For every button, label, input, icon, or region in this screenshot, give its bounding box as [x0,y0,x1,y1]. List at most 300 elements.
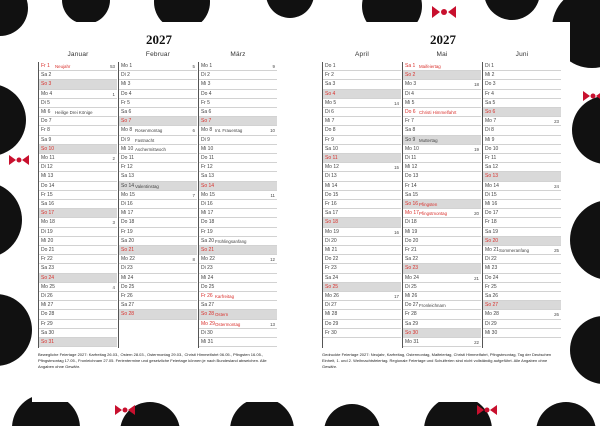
day-label: Mo 24 [405,274,419,281]
day-label: Di 16 [201,201,213,207]
day-label: So 16 [405,201,419,207]
day-label: So 23 [405,265,419,272]
day-label: Mi 24 [201,274,214,281]
week-number: 9 [272,64,275,69]
day-label: Di 19 [41,228,53,235]
day-row [403,338,481,347]
day-row [199,255,277,264]
day-label: Fr 18 [485,219,497,226]
day-row [403,191,481,200]
day-label: Fr 12 [121,164,133,171]
holiday-label: Muttertag [419,137,438,143]
day-label: Fr 5 [201,99,210,106]
day-label: Fr 25 [485,283,497,290]
day-row [483,292,561,301]
week-number: 53 [110,64,115,69]
holiday-label: Neujahr [55,64,71,69]
week-number: 18 [474,82,479,88]
day-row [483,90,561,99]
day-row [39,218,117,227]
day-label: Sa 6 [201,109,212,115]
day-label: Mo 15 [201,191,215,198]
day-row [39,163,117,172]
day-row [39,145,117,154]
day-label: Fr 19 [201,228,213,235]
day-label: Fr 12 [201,164,213,171]
week-number: 8 [192,257,195,263]
day-row [483,228,561,237]
month-column [322,62,401,348]
day-label: Sa 29 [405,320,419,327]
day-label: Di 23 [201,265,213,272]
day-label: Do 3 [485,81,496,88]
day-row [403,228,481,237]
month-column [482,62,561,348]
day-label: Sa 23 [41,265,55,272]
day-row [403,209,481,218]
day-label: So 14 [201,182,215,189]
day-row [199,320,277,329]
day-row [483,218,561,227]
day-row [199,338,277,347]
day-label: Mo 7 [485,118,497,125]
day-row [483,80,561,89]
day-row [119,292,197,301]
day-label: Fr 9 [325,136,334,143]
day-row [483,163,561,172]
day-label: Mo 19 [325,228,339,235]
day-label: Mi 3 [121,81,131,88]
day-row [483,301,561,310]
day-row [323,320,401,329]
day-row [199,292,277,301]
day-label: So 13 [485,173,499,180]
day-row [199,237,277,246]
day-row [119,182,197,191]
day-row [323,200,401,209]
day-label: Do 4 [121,90,132,97]
day-row [483,329,561,338]
day-row [403,218,481,227]
day-row [483,255,561,264]
day-label: Di 2 [201,72,210,79]
day-label: So 20 [485,237,499,244]
month-name: April [354,51,369,58]
day-row [323,191,401,200]
day-label: So 27 [485,302,499,309]
day-row [403,255,481,264]
day-row [199,274,277,283]
day-row [403,264,481,273]
year-title: 2027 [430,32,456,47]
day-label: Mi 14 [325,182,338,189]
day-row [323,80,401,89]
day-label: Sa 19 [485,228,499,235]
holiday-label: Karfreitag [215,294,235,299]
week-number: 13 [270,321,275,327]
week-number: 12 [270,257,275,263]
calendar-page-right [316,22,570,402]
day-row [119,154,197,163]
day-row [119,283,197,292]
day-row [403,136,481,145]
day-row [483,136,561,145]
day-label: Mi 10 [121,145,134,152]
holiday-label: Christi Himmelfahrt [419,110,457,115]
day-row [39,80,117,89]
day-row [39,329,117,338]
day-label: Di 18 [405,219,417,226]
day-label: Fr 16 [325,201,337,207]
day-row [323,301,401,310]
day-row [39,264,117,273]
day-label: Sa 8 [405,127,416,134]
week-number: 21 [474,275,479,281]
month-grid [38,62,278,348]
day-row [39,255,117,264]
day-row [39,274,117,283]
holiday-label: Maifeiertag [419,64,441,69]
month-headers [322,51,562,61]
month-name: Mai [436,51,448,58]
holiday-label: Rosenmontag [135,128,163,134]
day-row [199,228,277,237]
holiday-label: Heilige Drei Könige [55,110,93,115]
day-row [119,310,197,319]
day-label: Fr 26 [121,293,133,299]
day-row [119,264,197,273]
holiday-label: Pfingsten [419,202,438,207]
day-row [403,292,481,301]
day-label: Mi 19 [405,228,418,235]
day-row [199,136,277,145]
day-row [39,172,117,181]
day-row [199,246,277,255]
day-label: Di 6 [325,109,334,115]
day-label: Sa 16 [41,201,55,207]
day-row [119,80,197,89]
day-label: Fr 28 [405,311,417,318]
day-label: Do 10 [485,145,499,152]
day-row [39,301,117,310]
day-row [483,246,561,255]
day-label: Sa 2 [41,72,52,79]
day-label: Mi 26 [405,293,418,299]
day-row [403,163,481,172]
day-label: So 21 [201,247,215,253]
holiday-label: Valentinstag [135,183,159,189]
day-label: Sa 13 [201,173,215,180]
day-label: Do 7 [41,118,52,125]
day-label: Di 26 [41,293,53,299]
day-row [323,283,401,292]
day-label: Sa 12 [485,164,499,171]
day-label: Sa 22 [405,256,419,263]
day-row [39,310,117,319]
day-row [403,246,481,255]
day-label: Mo 12 [325,164,339,171]
day-row [39,228,117,237]
day-row [39,62,117,71]
holiday-label: Aschermittwoch [135,146,166,152]
day-row [199,108,277,117]
day-row [323,99,401,108]
day-row [323,62,401,71]
day-row [483,117,561,126]
day-label: Di 13 [325,173,337,180]
holiday-label: Ostern [215,312,229,318]
day-row [119,117,197,126]
day-label: Di 20 [325,237,337,244]
day-row [119,301,197,310]
day-label: Di 22 [485,256,497,263]
day-label: Do 14 [41,182,55,189]
calendar-page-left [32,22,286,402]
day-row [483,320,561,329]
day-label: Mo 21 [485,247,499,253]
month-headers [38,51,278,61]
day-label: Sa 6 [121,109,132,115]
day-row [403,62,481,71]
day-row [483,99,561,108]
day-label: Fr 4 [485,90,494,97]
day-label: Mi 2 [485,72,495,79]
day-label: Sa 9 [41,136,52,143]
day-row [199,301,277,310]
day-label: Mi 24 [121,274,134,281]
day-row [483,237,561,246]
day-label: So 9 [405,136,416,143]
day-label: So 2 [405,72,416,79]
day-row [323,172,401,181]
day-label: Di 4 [405,90,414,97]
day-label: Mo 17 [405,210,419,217]
day-label: Do 28 [41,311,55,318]
day-label: Mo 18 [41,219,55,226]
day-row [483,182,561,191]
day-row [119,209,197,218]
day-label: So 7 [121,118,132,125]
day-label: Di 16 [121,201,133,207]
day-label: Do 25 [121,283,135,290]
day-row [483,264,561,273]
day-row [323,274,401,283]
day-row [403,274,481,283]
day-row [119,136,197,145]
day-label: Mi 21 [325,247,338,253]
day-label: Mi 7 [325,118,335,125]
day-label: Mo 10 [405,145,419,152]
day-row [483,71,561,80]
day-label: Mi 27 [41,302,54,309]
day-row [199,117,277,126]
day-row [39,182,117,191]
day-label: Sa 3 [325,81,336,88]
month-name: Juni [515,51,529,58]
day-row [199,218,277,227]
day-label: Mo 11 [41,155,55,161]
day-label: So 3 [41,81,52,88]
day-row [483,154,561,163]
day-label: Mo 1 [201,63,213,69]
day-label: Fr 7 [405,118,414,125]
day-row [199,90,277,99]
day-label: Do 18 [121,219,135,226]
week-number: 25 [554,248,559,253]
day-row [403,145,481,154]
day-label: Mo 14 [485,182,499,189]
day-row [483,209,561,218]
year-title: 2027 [146,32,172,47]
day-label: Di 5 [41,99,50,106]
day-row [119,172,197,181]
day-row [199,310,277,319]
day-label: So 24 [41,274,55,281]
day-row [483,172,561,181]
day-row [403,99,481,108]
day-label: Sa 10 [325,145,339,152]
day-row [483,274,561,283]
day-label: Di 15 [485,191,497,198]
week-number: 6 [192,128,195,134]
week-number: 3 [112,220,115,226]
day-row [199,99,277,108]
day-row [403,80,481,89]
day-row [39,200,117,209]
day-row [323,228,401,237]
day-label: Sa 5 [485,99,496,106]
day-row [403,90,481,99]
day-row [323,90,401,99]
day-row [119,108,197,117]
day-row [199,154,277,163]
day-label: Do 24 [485,274,499,281]
holiday-label: Ostermontag [215,321,241,327]
day-row [403,310,481,319]
day-row [119,218,197,227]
day-row [39,338,117,347]
day-label: So 17 [41,210,55,217]
day-label: Sa 30 [41,329,55,336]
day-label: Fr 1 [41,63,50,69]
day-label: Do 17 [485,210,499,217]
day-row [323,182,401,191]
day-row [39,246,117,255]
day-label: Di 27 [325,302,337,309]
day-label: So 4 [325,90,336,97]
day-label: Sa 20 [201,237,215,244]
day-label: Do 6 [405,109,416,115]
day-label: Mi 17 [201,210,214,217]
day-label: Do 27 [405,302,419,309]
day-row [39,117,117,126]
day-row [323,108,401,117]
day-row [403,283,481,292]
day-label: Do 13 [405,173,419,180]
day-label: Sa 27 [121,302,135,309]
day-row [119,145,197,154]
day-label: Do 25 [201,283,215,290]
day-row [199,172,277,181]
day-row [403,154,481,163]
holiday-label: Sommeranfang [499,248,530,253]
week-number: 24 [554,183,559,189]
week-number: 10 [270,128,275,134]
day-row [199,182,277,191]
day-label: Mi 23 [485,265,498,272]
day-row [323,246,401,255]
week-number: 5 [192,64,195,69]
day-label: Do 8 [325,127,336,134]
holiday-label: Fastnacht [135,137,155,143]
day-label: Di 25 [405,283,417,290]
day-label: Do 18 [201,219,215,226]
day-label: Mo 15 [121,191,135,198]
day-row [323,329,401,338]
day-label: Fr 11 [485,155,497,161]
day-row [323,264,401,273]
day-label: So 11 [325,155,338,161]
day-label: Di 2 [121,72,130,79]
day-row [403,301,481,310]
day-row [403,200,481,209]
day-label: Di 9 [201,136,210,143]
day-label: Mo 26 [325,293,339,299]
week-number: 16 [394,229,399,235]
day-label: So 7 [201,118,212,125]
day-label: Sa 20 [121,237,135,244]
day-label: Mi 28 [325,311,338,318]
day-label: Do 22 [325,256,339,263]
day-label: Mo 4 [41,90,53,97]
week-number: 17 [394,294,399,299]
day-row [323,237,401,246]
day-label: Fr 26 [201,293,213,299]
day-row [119,200,197,209]
day-row [323,292,401,301]
day-label: Mi 5 [405,99,415,106]
day-label: Mo 31 [405,339,419,345]
day-label: Sa 17 [325,210,339,217]
day-label: Sa 15 [405,191,419,198]
day-row [39,136,117,145]
day-label: Mi 16 [485,201,498,207]
day-row [403,329,481,338]
day-row [119,163,197,172]
day-label: Fr 8 [41,127,50,134]
day-row [323,218,401,227]
week-number: 19 [474,146,479,152]
month-column [38,62,117,348]
day-label: Mo 5 [325,99,337,106]
day-label: So 31 [41,339,55,345]
day-row [199,264,277,273]
day-row [323,209,401,218]
day-row [39,108,117,117]
day-row [403,172,481,181]
day-label: So 28 [121,311,135,318]
day-label: Mi 17 [121,210,134,217]
day-row [483,145,561,154]
day-row [323,255,401,264]
day-label: Fr 19 [121,228,133,235]
day-label: Fr 29 [41,320,53,327]
day-row [119,237,197,246]
day-row [39,320,117,329]
week-number: 26 [554,312,559,318]
week-number: 11 [270,192,275,198]
day-label: So 18 [325,219,339,226]
